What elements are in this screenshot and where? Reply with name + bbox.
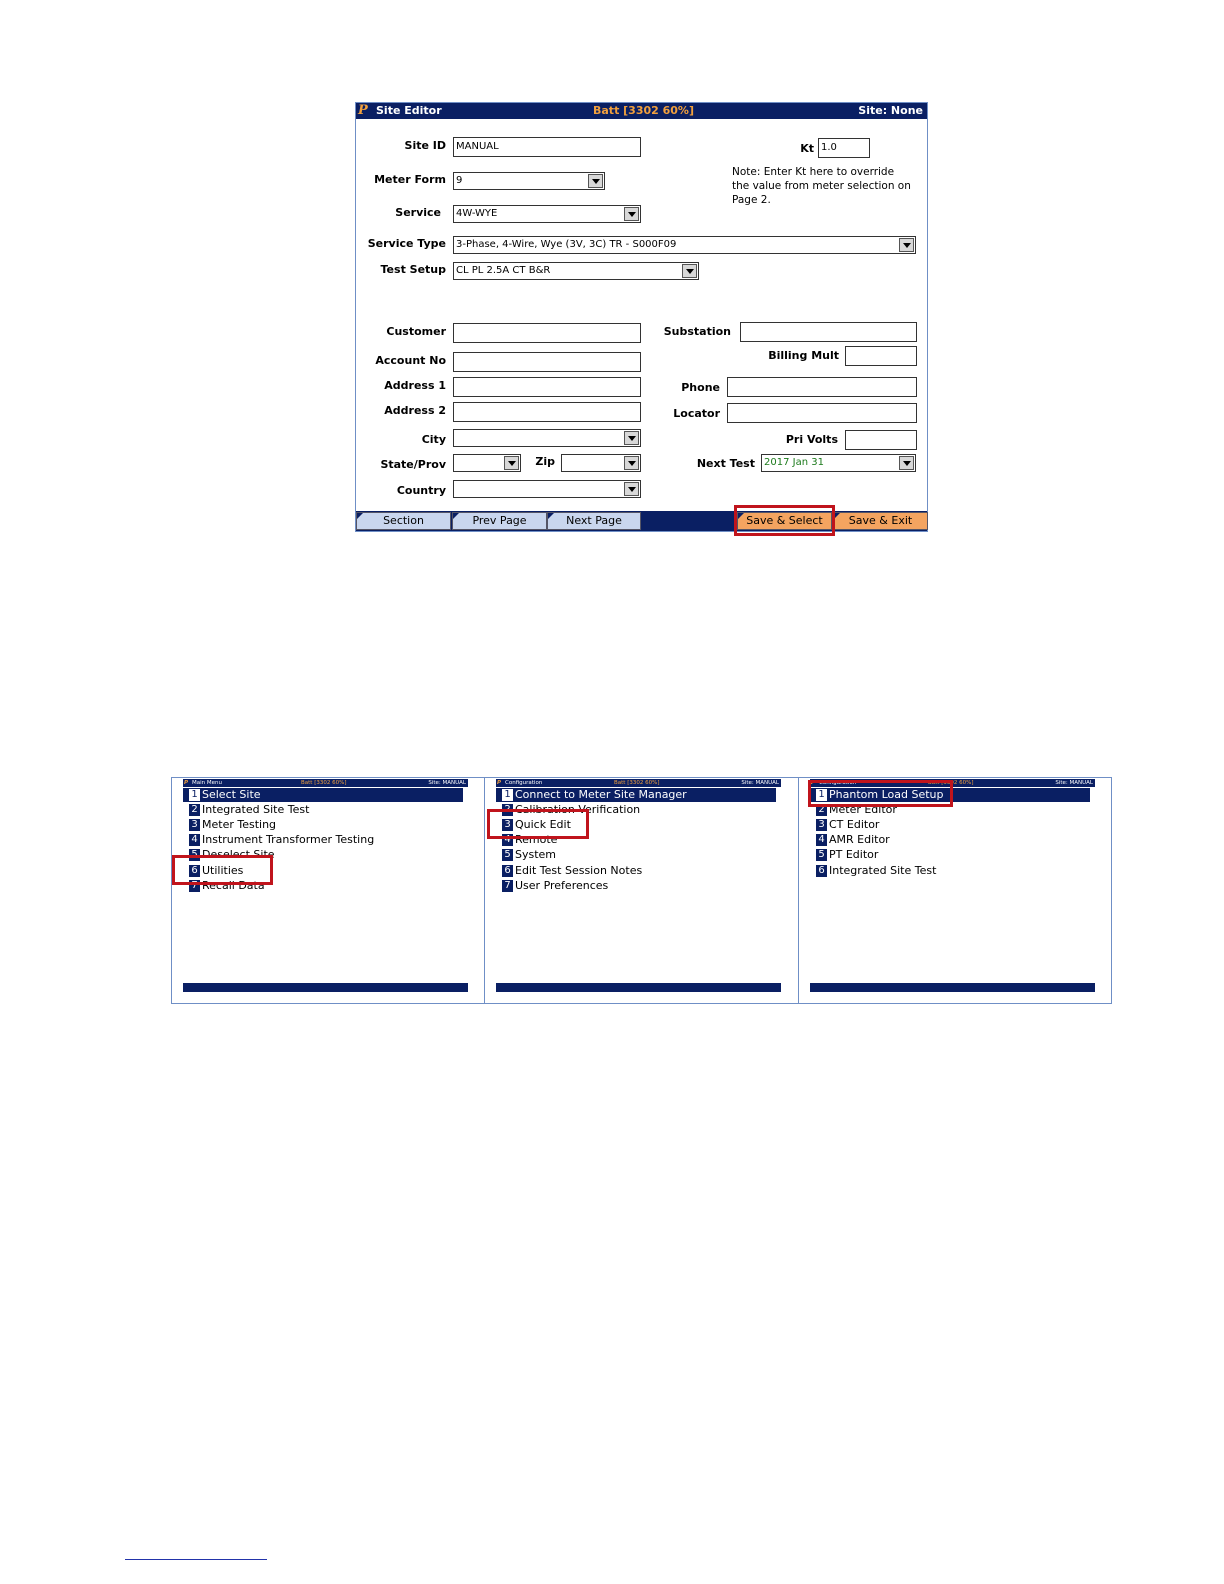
- pri-volts-input[interactable]: [845, 430, 917, 450]
- service-type-label: Service Type: [367, 237, 446, 250]
- panel-title-bar: [496, 779, 781, 787]
- highlight-phantom-load-setup: [808, 780, 953, 807]
- panel-title: Main Menu: [192, 780, 222, 786]
- chevron-down-icon[interactable]: [624, 431, 639, 445]
- country-select[interactable]: [453, 480, 641, 498]
- prev-page-label: Prev Page: [472, 514, 527, 527]
- menu-item-label: Recall Data: [202, 879, 265, 892]
- menu-item-label: Remote: [515, 833, 558, 846]
- menu-item-label: Integrated Site Test: [202, 803, 310, 816]
- prev-page-button[interactable]: [452, 512, 547, 530]
- menu-item-system[interactable]: [502, 848, 556, 862]
- section-button[interactable]: [356, 512, 451, 530]
- menu-item-select-site[interactable]: [183, 788, 463, 802]
- state-prov-label: State/Prov: [380, 458, 446, 471]
- footnote-divider: [125, 1559, 267, 1560]
- panel-site: Site: MANUAL: [741, 780, 779, 786]
- next-test-select[interactable]: [761, 454, 916, 472]
- app-logo-icon: P: [184, 780, 189, 786]
- menu-item-label: User Preferences: [515, 879, 609, 892]
- test-setup-value: CL PL 2.5A CT B&R: [456, 265, 551, 276]
- service-type-value: 3-Phase, 4-Wire, Wye (3V, 3C) TR - S000F09: [456, 239, 677, 250]
- billing-mult-label: Billing Mult: [768, 349, 839, 362]
- menu-item-number: 5: [189, 849, 200, 861]
- zip-label: Zip: [535, 455, 555, 468]
- menu-item-number: 4: [816, 834, 827, 846]
- menu-item-number: 4: [189, 834, 200, 846]
- button-bar: [356, 511, 927, 531]
- menu-item-number: 3: [189, 819, 200, 831]
- site-status: Site: None: [858, 104, 923, 117]
- city-label: City: [421, 433, 446, 446]
- menu-panels: [171, 777, 1112, 1004]
- test-setup-select[interactable]: [453, 262, 699, 280]
- next-page-button[interactable]: [547, 512, 641, 530]
- menu-item-label: Connect to Meter Site Manager: [515, 788, 687, 801]
- save-exit-label: Save & Exit: [848, 514, 913, 527]
- chevron-down-icon[interactable]: [624, 456, 639, 470]
- kt-input[interactable]: 1.0: [818, 138, 870, 158]
- substation-label: Substation: [663, 325, 731, 338]
- save-select-label: Save & Select: [746, 514, 823, 527]
- menu-item-amr-editor[interactable]: [816, 833, 890, 847]
- meter-form-label: Meter Form: [374, 173, 446, 186]
- menu-item-number: 1: [816, 789, 827, 801]
- panel-site: Site: MANUAL: [428, 780, 466, 786]
- menu-item-label: Deselect Site: [202, 848, 275, 861]
- save-exit-button[interactable]: [833, 512, 928, 530]
- menu-item-number: 7: [502, 880, 513, 892]
- menu-item-number: 3: [816, 819, 827, 831]
- chevron-down-icon[interactable]: [624, 482, 639, 496]
- menu-item-number: 6: [816, 865, 827, 877]
- panel-title: Configuration: [505, 780, 543, 786]
- highlight-save-select: [734, 505, 835, 536]
- next-test-label: Next Test: [696, 457, 755, 470]
- window-title: Site Editor: [376, 104, 442, 117]
- panel-site: Site: MANUAL: [1055, 780, 1093, 786]
- menu-item-connect-meter-site-manager[interactable]: [496, 788, 776, 802]
- menu-item-number: 3: [502, 819, 513, 831]
- address1-label: Address 1: [384, 379, 446, 392]
- pri-volts-label: Pri Volts: [785, 433, 838, 446]
- service-type-select[interactable]: [453, 236, 916, 254]
- chevron-down-icon[interactable]: [899, 238, 914, 252]
- menu-item-label: AMR Editor: [829, 833, 890, 846]
- menu-item-label: Calibration Verification: [515, 803, 641, 816]
- menu-item-label: Utilities: [202, 864, 244, 877]
- chevron-down-icon[interactable]: [624, 207, 639, 221]
- menu-item-number: 5: [502, 849, 513, 861]
- menu-item-label: Phantom Load Setup: [829, 788, 944, 801]
- menu-item-number: 4: [502, 834, 513, 846]
- menu-item-label: Meter Testing: [202, 818, 277, 831]
- menu-item-number: 1: [502, 789, 513, 801]
- menu-item-number: 2: [816, 804, 827, 816]
- menu-item-label: PT Editor: [829, 848, 879, 861]
- panel-battery: Batt [3302 60%]: [614, 780, 660, 786]
- customer-label: Customer: [386, 325, 446, 338]
- panel-footer: [810, 983, 1095, 992]
- app-logo-icon: P: [358, 103, 368, 118]
- menu-item-pt-editor[interactable]: [816, 848, 878, 862]
- configuration-panel-2: [799, 778, 1111, 1003]
- zip-select[interactable]: [561, 454, 641, 472]
- next-test-value: 2017 Jan 31: [764, 457, 824, 468]
- menu-item-integrated-site-test-2[interactable]: [816, 864, 936, 878]
- chevron-down-icon[interactable]: [504, 456, 519, 470]
- menu-item-number: 2: [502, 804, 513, 816]
- menu-item-label: Quick Edit: [515, 818, 571, 831]
- meter-form-select[interactable]: [453, 172, 605, 190]
- chevron-down-icon[interactable]: [899, 456, 914, 470]
- panel-battery: Batt [3302 60%]: [301, 780, 347, 786]
- country-label: Country: [396, 484, 446, 497]
- panel-footer: [183, 983, 468, 992]
- kt-note: Note: Enter Kt here to override the value from meter selection on Page 2.: [732, 166, 911, 206]
- main-menu-panel: [172, 778, 485, 1003]
- account-no-input[interactable]: [453, 352, 641, 372]
- menu-item-label: Edit Test Session Notes: [515, 864, 643, 877]
- phone-input[interactable]: [727, 377, 917, 397]
- menu-item-edit-test-session-notes[interactable]: [502, 864, 642, 878]
- test-setup-label: Test Setup: [380, 263, 446, 276]
- battery-status: Batt [3302 60%]: [593, 104, 694, 117]
- highlight-quick-edit: [487, 809, 589, 839]
- account-no-label: Account No: [375, 354, 446, 367]
- panel-footer: [496, 983, 781, 992]
- service-select[interactable]: [453, 205, 641, 223]
- substation-input[interactable]: [740, 322, 917, 342]
- menu-item-number: 7: [189, 880, 200, 892]
- meter-form-value: 9: [456, 175, 463, 186]
- panel-battery: Batt [3302 60%]: [928, 780, 974, 786]
- site-id-input[interactable]: MANUAL: [453, 137, 641, 157]
- menu-item-label: CT Editor: [829, 818, 880, 831]
- menu-item-meter-testing[interactable]: [189, 818, 276, 832]
- menu-item-ct-editor[interactable]: [816, 818, 879, 832]
- kt-label: Kt: [800, 142, 814, 155]
- menu-item-instrument-transformer-testing[interactable]: [189, 833, 374, 847]
- phone-label: Phone: [681, 381, 720, 394]
- state-prov-select[interactable]: [453, 454, 521, 472]
- app-logo-icon: P: [811, 780, 816, 786]
- city-select[interactable]: [453, 429, 641, 447]
- locator-input[interactable]: [727, 403, 917, 423]
- address2-input[interactable]: [453, 402, 641, 422]
- menu-item-number: 6: [502, 865, 513, 877]
- locator-label: Locator: [673, 407, 720, 420]
- address2-label: Address 2: [384, 404, 446, 417]
- chevron-down-icon[interactable]: [682, 264, 697, 278]
- menu-item-number: 6: [189, 865, 200, 877]
- menu-item-number: 1: [189, 789, 200, 801]
- site-editor-window: [355, 102, 928, 532]
- menu-item-label: System: [515, 848, 557, 861]
- panel-title: Configuration: [819, 780, 857, 786]
- menu-item-number: 2: [189, 804, 200, 816]
- service-label: Service: [395, 206, 441, 219]
- menu-item-user-preferences[interactable]: [502, 879, 608, 893]
- title-bar: [356, 103, 927, 119]
- menu-item-label: Integrated Site Test: [829, 864, 937, 877]
- app-logo-icon: P: [497, 780, 502, 786]
- menu-item-label: Select Site: [202, 788, 261, 801]
- customer-input[interactable]: [453, 323, 641, 343]
- address1-input[interactable]: [453, 377, 641, 397]
- menu-item-label: Meter Editor: [829, 803, 897, 816]
- menu-item-integrated-site-test[interactable]: [189, 803, 309, 817]
- menu-item-number: 5: [816, 849, 827, 861]
- highlight-utilities: [172, 855, 273, 885]
- menu-item-label: Instrument Transformer Testing: [202, 833, 375, 846]
- section-button-label: Section: [383, 514, 424, 527]
- service-value: 4W-WYE: [456, 208, 498, 219]
- next-page-label: Next Page: [566, 514, 622, 527]
- billing-mult-input[interactable]: [845, 346, 917, 366]
- panel-title-bar: [183, 779, 468, 787]
- chevron-down-icon[interactable]: [588, 174, 603, 188]
- site-id-label: Site ID: [404, 139, 446, 152]
